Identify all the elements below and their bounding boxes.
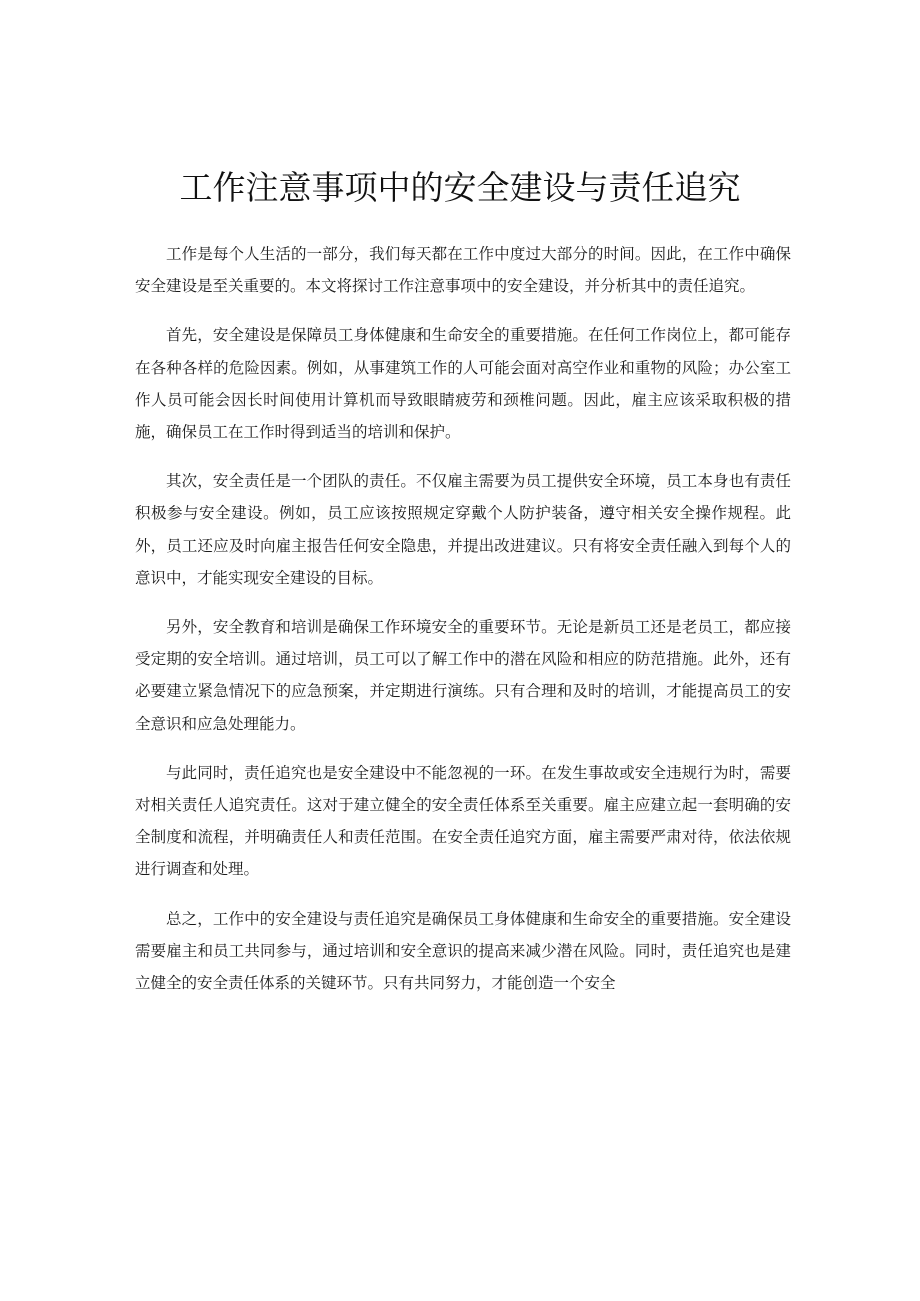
paragraph-second: 其次，安全责任是一个团队的责任。不仅雇主需要为员工提供安全环境，员工本身也有责任积极参与安全建设。例如，员工应该按照规定穿戴个人防护装备，遵守相关安全操作规程。此外，员工还应及时向雇主报告任何安全隐患，并提出改进建议。只有将安全责任融入到每个人的意识中，才能实现安全建设的目标。: [135, 472, 791, 587]
paragraph-first: 首先，安全建设是保障员工身体健康和生命安全的重要措施。在任何工作岗位上，都可能存在各种各样的危险因素。例如，从事建筑工作的人可能会面对高空作业和重物的风险；办公室工作人员可能会因长时间使用计算机而导致眼睛疲劳和颈椎问题。因此，雇主应该采取积极的措施，确保员工在工作时得到适当的培训和保护。: [135, 326, 791, 442]
paragraph-third: 另外，安全教育和培训是确保工作环境安全的重要环节。无论是新员工还是老员工，都应接受定期的安全培训。通过培训，员工可以了解工作中的潜在风险和相应的防范措施。此外，还有必要建立紧急情况下的应急预案，并定期进行演练。只有合理和及时的培训，才能提高员工的安全意识和应急处理能力。: [135, 618, 791, 733]
paragraph-conclusion: 总之，工作中的安全建设与责任追究是确保员工身体健康和生命安全的重要措施。安全建设需要雇主和员工共同参与，通过培训和安全意识的提高来减少潜在风险。同时，责任追究也是建立健全的安全责任体系的关键环节。只有共同努力，才能创造一个安全: [135, 909, 791, 993]
document-title: 工作注意事项中的安全建设与责任追究: [179, 168, 741, 207]
paragraph-intro: 工作是每个人生活的一部分，我们每天都在工作中度过大部分的时间。因此，在工作中确保安全建设是至关重要的。本文将探讨工作注意事项中的安全建设，并分析其中的责任追究。: [135, 245, 791, 296]
paragraph-fourth: 与此同时，责任追究也是安全建设中不能忽视的一环。在发生事故或安全违规行为时，需要对相关责任人追究责任。这对于建立健全的安全责任体系至关重要。雇主应建立起一套明确的安全制度和流程，并明确责任人和责任范围。在安全责任追究方面，雇主需要严肃对待，依法依规进行调查和处理。: [135, 763, 791, 879]
document-body: [135, 238, 791, 1016]
